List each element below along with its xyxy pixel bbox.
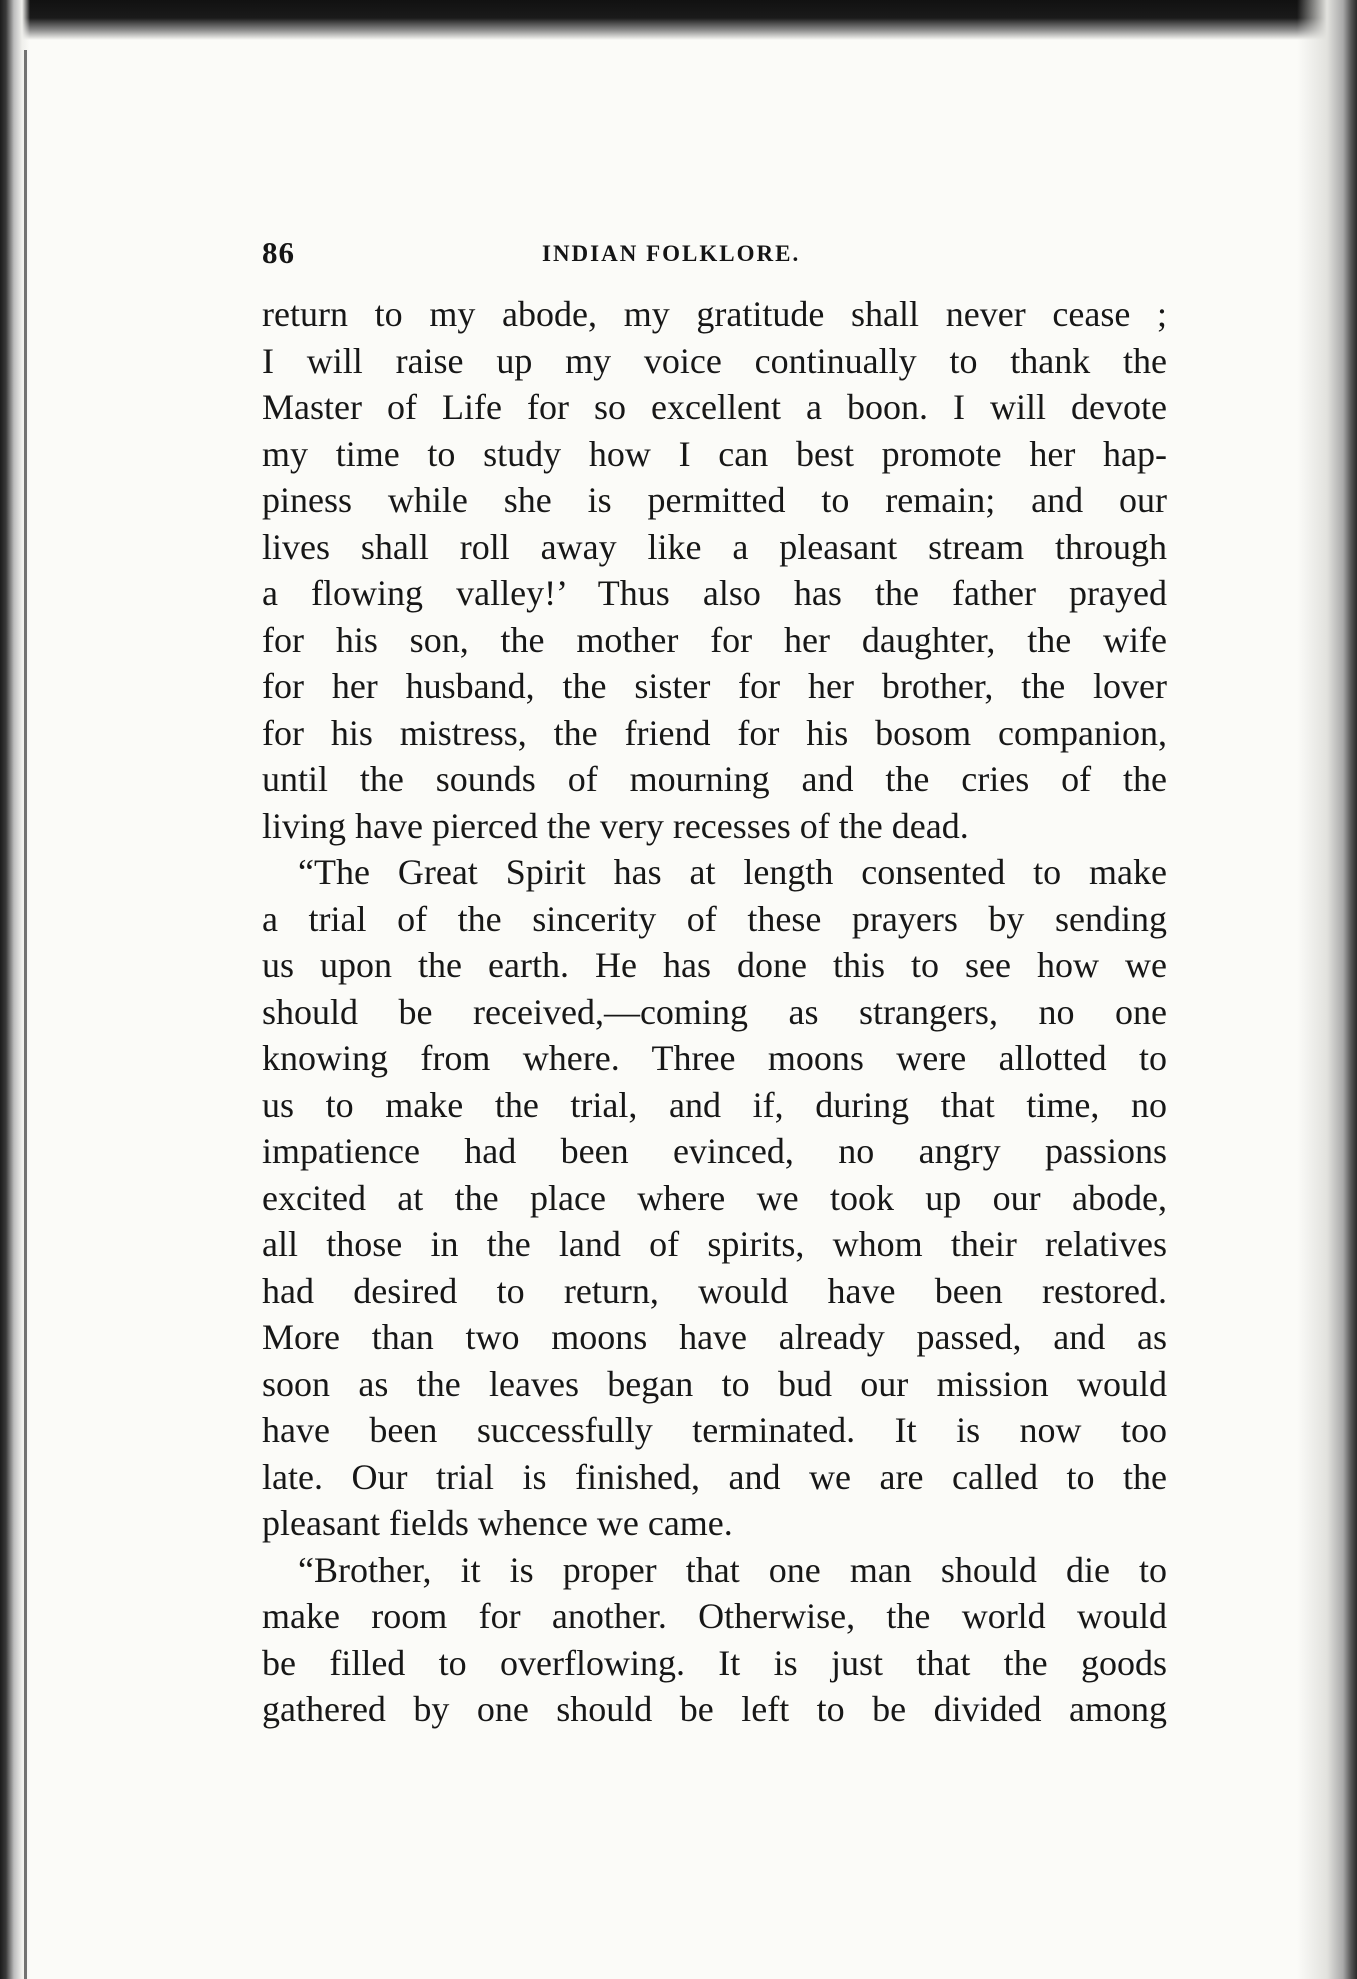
text-line: for his mistress, the friend for his bosom companion, bbox=[262, 712, 1167, 753]
text-line: gathered by one should be left to be divided among bbox=[262, 1689, 1167, 1729]
text-line: should be received,—coming as strangers, no one bbox=[262, 991, 1167, 1032]
text-line: until the sounds of mourning and the cries of the bbox=[262, 759, 1167, 799]
text-line: lives shall roll away like a pleasant stream through bbox=[262, 526, 1167, 567]
page-content bbox=[262, 225, 1167, 1733]
text-line: for her husband, the sister for her brother, the lover bbox=[262, 666, 1167, 706]
text-line: I will raise up my voice continually to thank the bbox=[262, 340, 1167, 381]
text-line: for his son, the mother for her daughter, the wife bbox=[262, 619, 1167, 660]
text-line: living have pierced the very recesses of the dead. bbox=[262, 805, 969, 846]
text-line: my time to study how I can best promote her hap- bbox=[262, 433, 1167, 474]
text-line: Master of Life for so excellent a boon. I will devote bbox=[262, 387, 1167, 427]
header-title: INDIAN FOLKLORE. bbox=[542, 241, 801, 266]
top-scan-shadow bbox=[0, 0, 1357, 40]
text-line: make room for another. Otherwise, the world would bbox=[262, 1596, 1167, 1636]
text-line: all those in the land of spirits, whom their relatives bbox=[262, 1224, 1167, 1264]
text-line: return to my abode, my gratitude shall never cease ; bbox=[262, 294, 1167, 334]
left-margin-rule bbox=[24, 50, 27, 1979]
text-line: had desired to return, would have been restored. bbox=[262, 1270, 1167, 1311]
text-line: a trial of the sincerity of these prayers by sending bbox=[262, 898, 1167, 939]
text-line: “Brother, it is proper that one man should die to bbox=[298, 1549, 1167, 1590]
text-line: excited at the place where we took up our abode, bbox=[262, 1177, 1167, 1218]
text-line: impatience had been evinced, no angry passions bbox=[262, 1131, 1167, 1171]
right-page-edge bbox=[1297, 0, 1357, 1979]
text-line: us to make the trial, and if, during that time, no bbox=[262, 1084, 1167, 1125]
text-line: have been successfully terminated. It is now too bbox=[262, 1410, 1167, 1450]
text-line: piness while she is permitted to remain; and our bbox=[262, 480, 1167, 520]
text-line: be filled to overflowing. It is just that the goods bbox=[262, 1642, 1167, 1683]
text-line: a flowing valley!’ Thus also has the father prayed bbox=[262, 573, 1167, 613]
text-line: knowing from where. Three moons were allotted to bbox=[262, 1038, 1167, 1078]
body-text bbox=[262, 291, 1167, 1733]
page-number: 86 bbox=[262, 235, 295, 270]
text-line: soon as the leaves began to bud our mission would bbox=[262, 1363, 1167, 1404]
text-line: More than two moons have already passed, and as bbox=[262, 1317, 1167, 1357]
text-line: late. Our trial is finished, and we are called to the bbox=[262, 1456, 1167, 1497]
text-line: us upon the earth. He has done this to see how we bbox=[262, 945, 1167, 985]
text-line: pleasant fields whence we came. bbox=[262, 1503, 733, 1543]
running-header bbox=[262, 225, 1167, 273]
text-line: “The Great Spirit has at length consented to make bbox=[298, 852, 1167, 892]
